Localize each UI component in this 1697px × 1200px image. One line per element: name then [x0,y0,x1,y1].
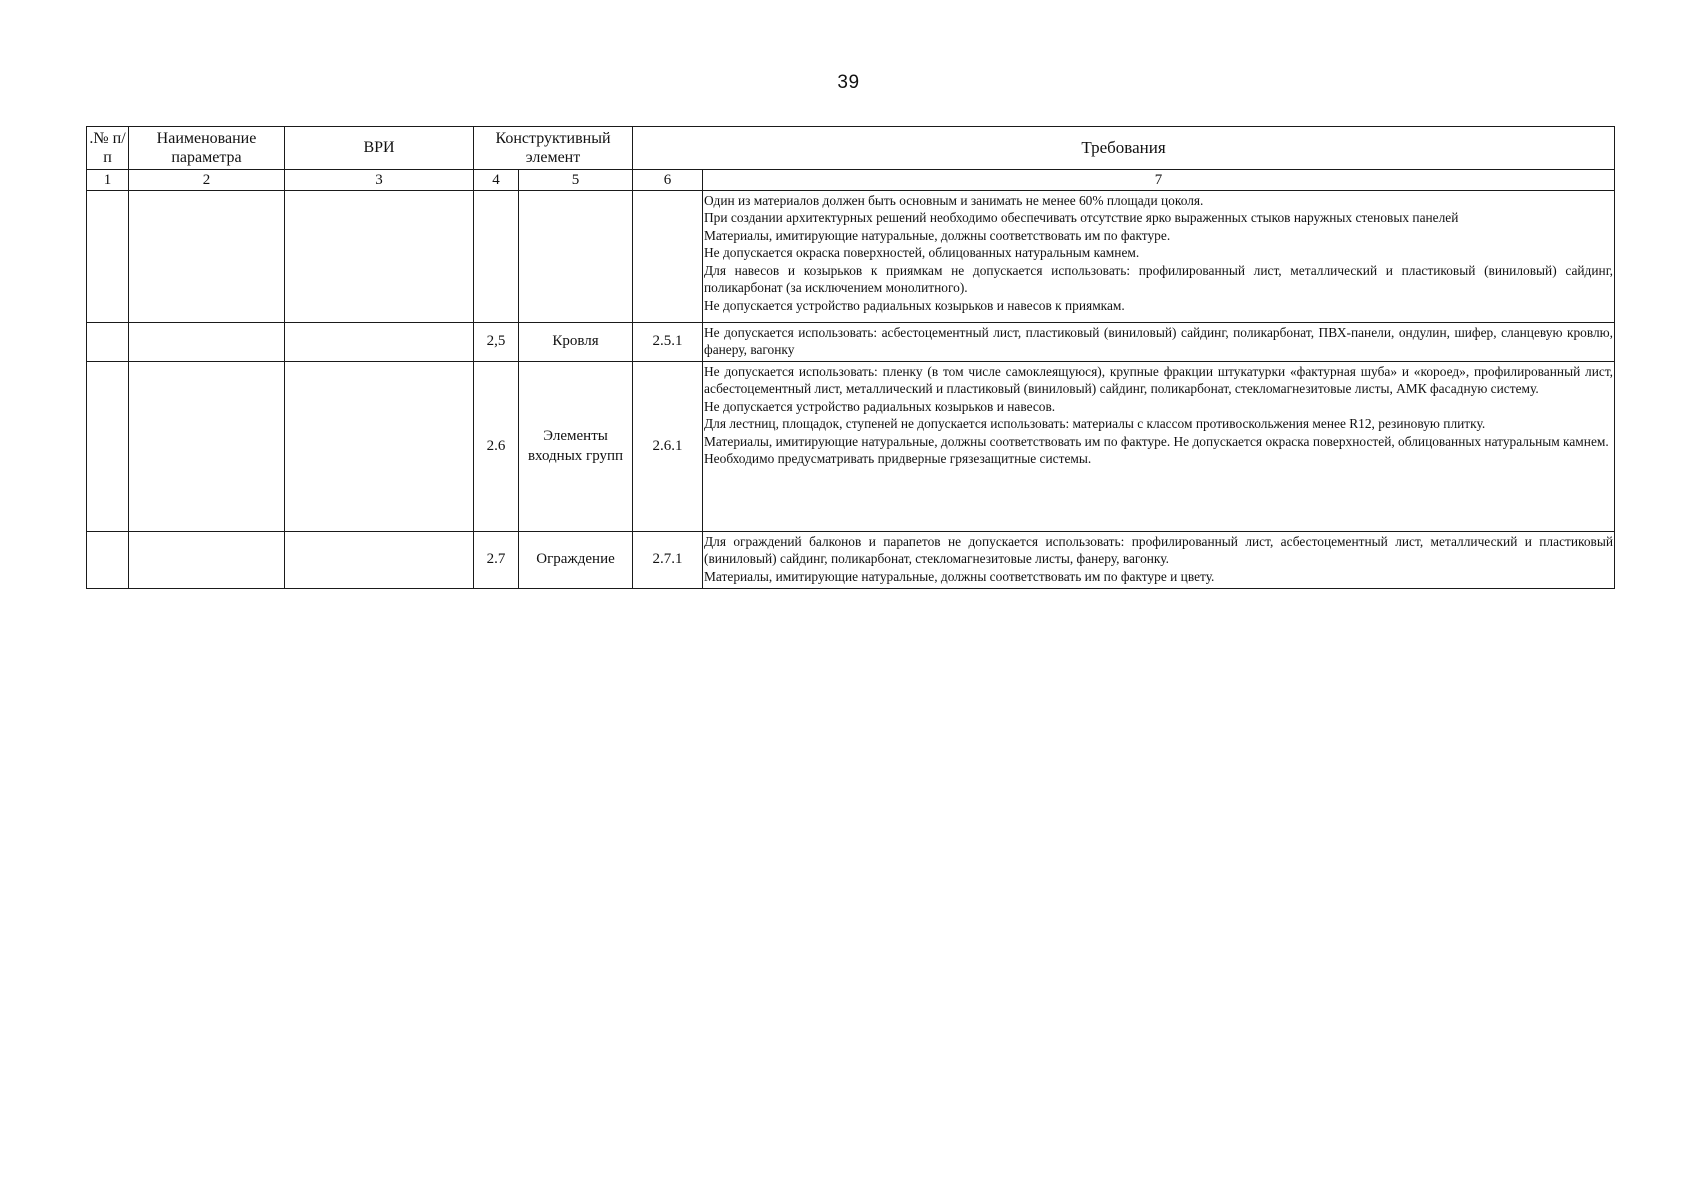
cell-requirements [703,532,1615,589]
cell-requirement-code: 2.6.1 [633,362,703,532]
column-number: 7 [703,170,1615,191]
cell-vri [285,362,474,532]
column-number: 3 [285,170,474,191]
cell-element-name [519,191,633,323]
cell-vri [285,191,474,323]
requirement-text: Для ограждений балконов и парапетов не допускается использовать: профилированный лист, асбестоцементный лист, металлический и пластиковый (виниловый) сайдинг, поликарбонат, стекломагнезитовые листы, фанеру, вагонку. [704,534,1614,567]
column-number: 1 [87,170,129,191]
cell-num [87,362,129,532]
cell-element-code: 2.7 [474,532,519,589]
table-header-row [87,127,1615,170]
requirement-text: Материалы, имитирующие натуральные, должны соответствовать им по фактуре. [704,227,1171,243]
cell-param-name [129,191,285,323]
column-number: 2 [129,170,285,191]
requirement-text: Необходимо предусматривать придверные грязезащитные системы. [704,451,1092,467]
requirement-text: Один из материалов должен быть основным и занимать не менее 60% площади цоколя. [704,193,1204,208]
cell-vri [285,532,474,589]
requirement-text: Не допускается окраска поверхностей, облицованных натуральным камнем. [704,245,1140,261]
header-param-name: Наименование параметра [129,127,285,170]
table-row [87,323,1615,362]
column-number: 5 [519,170,633,191]
page-number: 39 [837,72,860,93]
cell-num [87,532,129,589]
table-row [87,191,1615,323]
requirement-text: Материалы, имитирующие натуральные, должны соответствовать им по фактуре и цвету. [704,568,1215,584]
cell-element-name: Элементы входных групп [519,362,633,532]
requirement-text: Материалы, имитирующие натуральные, должны соответствовать им по фактуре. Не допускается окраска поверхностей, облицованных натуральным камнем. [704,433,1609,449]
cell-element-name: Кровля [519,323,633,362]
cell-requirements [703,191,1615,323]
cell-requirement-code [633,191,703,323]
cell-element-code: 2,5 [474,323,519,362]
cell-requirement-code: 2.5.1 [633,323,703,362]
requirement-text: Не допускается устройство радиальных козырьков и навесов к приямкам. [704,297,1125,313]
header-requirements: Требования [633,127,1615,170]
column-number: 6 [633,170,703,191]
header-num: .№ п/п [87,127,129,170]
column-numbers-row [87,170,1615,191]
table-row [87,532,1615,589]
cell-param-name [129,532,285,589]
cell-element-code: 2.6 [474,362,519,532]
requirement-text: Не допускается устройство радиальных козырьков и навесов. [704,398,1056,414]
cell-param-name [129,362,285,532]
column-number: 4 [474,170,519,191]
table-row [87,362,1615,532]
requirement-text: При создании архитектурных решений необходимо обеспечивать отсутствие ярко выраженных стыков наружных стеновых панелей [704,210,1459,226]
requirement-text: Не допускается использовать: пленку (в том числе самоклеящуюся), крупные фракции штукатурки «фактурная шуба» и «короед», профилированный лист, асбестоцементный лист, металлический и пластиковый (виниловый) сайдинг, поликарбонат, стекломагнезитовые листы, АМК фасадную систему. [704,364,1614,397]
cell-element-code [474,191,519,323]
cell-requirement-code: 2.7.1 [633,532,703,589]
cell-param-name [129,323,285,362]
requirement-text: Для навесов и козырьков к приямкам не допускается использовать: профилированный лист, металлический и пластиковый (виниловый) сайдинг, поликарбонат (за исключением монолитного). [704,262,1614,296]
cell-vri [285,323,474,362]
cell-requirements [703,323,1615,362]
cell-element-name: Ограждение [519,532,633,589]
header-element: Конструктивный элемент [474,127,633,170]
requirement-text: Не допускается использовать: асбестоцементный лист, пластиковый (виниловый) сайдинг, поликарбонат, ПВХ-панели, ондулин, шифер, сланцевую кровлю, фанеру, вагонку [704,325,1614,358]
cell-num [87,191,129,323]
header-vri: ВРИ [285,127,474,170]
cell-num [87,323,129,362]
requirements-table [86,126,1615,589]
cell-requirements [703,362,1615,532]
requirement-text: Для лестниц, площадок, ступеней не допускается использовать: материалы с классом противоскольжения менее R12, резиновую плитку. [704,416,1486,432]
